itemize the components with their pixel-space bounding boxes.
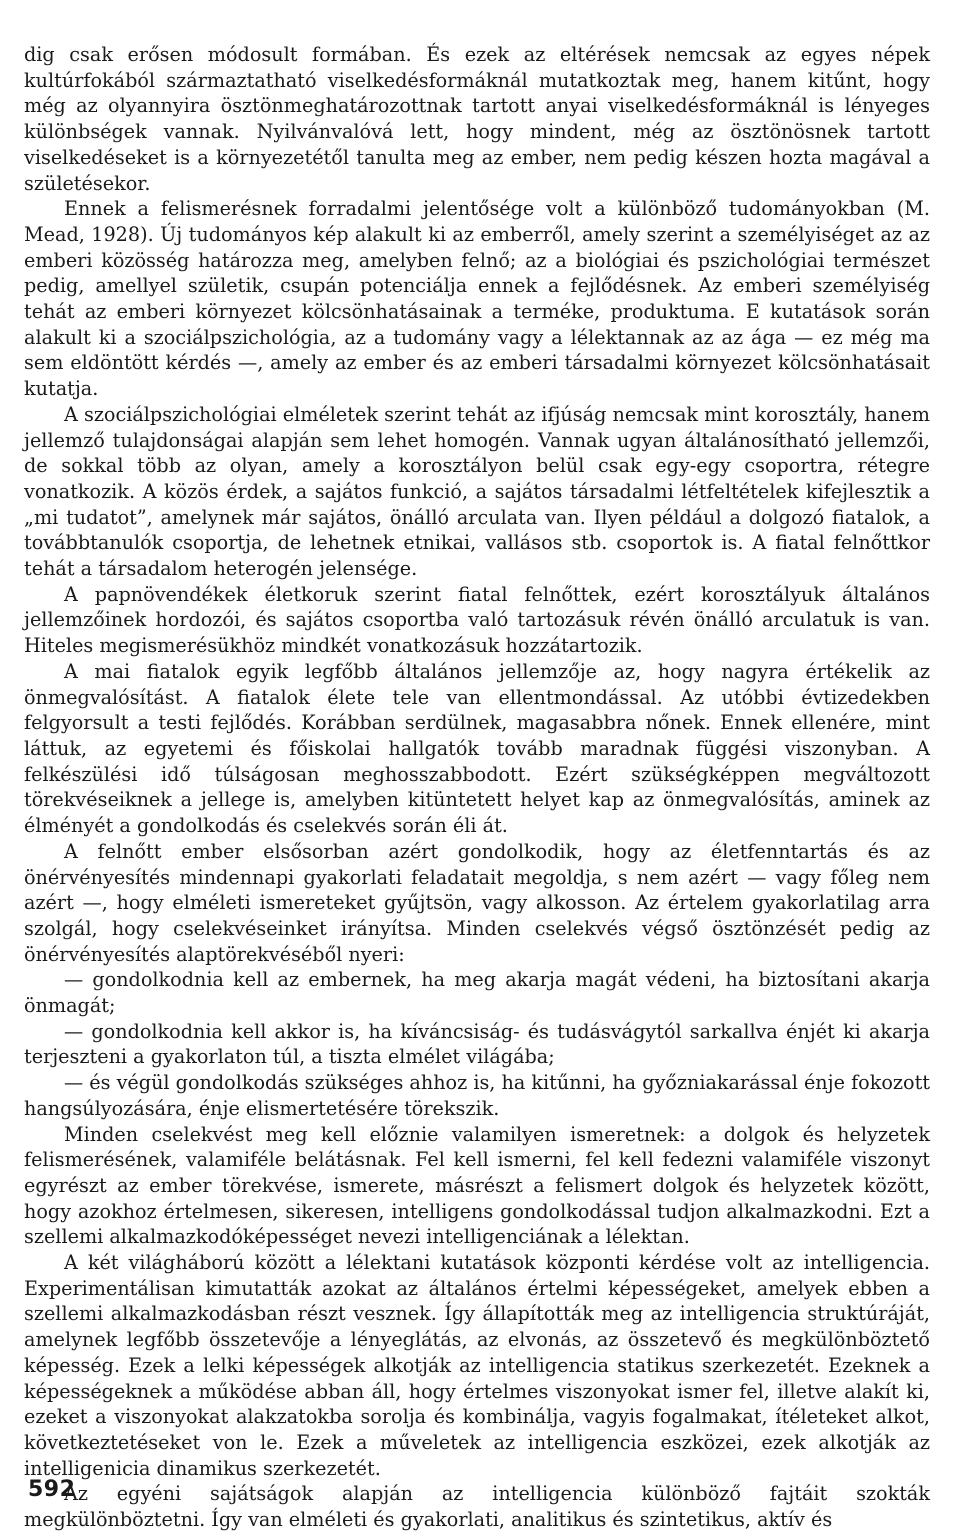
paragraph: A két világháború között a lélektani kutatások központi kérdése volt az intelligencia. Experimentálisan kimutatták azokat az általános értelmi képességeket, amelyek ebben a szellemi alkalmazkodásban részt vesznek. Így állapították meg az intelligencia struktúráját, amelynek legfőbb összetevője a lényeglátás, az elvonás, az összetevő és megkülönböztető képesség. Ezek a lelki képességek alkotják az intelligencia statikus szerkezetét. Ezeknek a képességeknek a működése abban áll, hogy értelmes viszonyokat ismer fel, illetve alakít ki, ezeket a viszonyokat alakzatokba sorolja és kombinálja, vagyis fogalmakat, ítéleteket alkot, következtetéseket von le. Ezek a műveletek az intelligencia eszközei, ezek alkotják az intelligenicia dinamikus szerkezetét. <box>24 1251 930 1480</box>
paragraph: A papnövendékek életkoruk szerint fiatal felnőttek, ezért korosztályuk általános jellemzőinek hordozói, és sajátos csoportba való tartozásuk révén önálló arculatuk is van. Hiteles megismerésükhöz mindkét vonatkozásuk hozzátartozik. <box>24 582 930 658</box>
paragraph: Az egyéni sajátságok alapján az intelligencia különböző fajtáit szokták megkülönböztetni. Így van elméleti és gyakorlati, analitikus és szintetikus, aktív és <box>24 1482 930 1532</box>
paragraph: Minden cselekvést meg kell előznie valamilyen ismeretnek: a dolgok és helyzetek felismerésének, valamiféle belátásnak. Fel kell ismerni, fel kell fedezni valamiféle viszonyt egyrészt az ember törekvése, ismerete, másrészt a felismert dolgok és helyzetek között, hogy azokhoz értelmesen, sikeresen, intelligens gondolkodással tudjon alkalmazkodni. Ezt a szellemi alkalmazkodóképességet nevezi intelligenciának a lélektan. <box>24 1122 930 1249</box>
list-item: — és végül gondolkodás szükséges ahhoz is, ha kitűnni, ha győzniakarással énje fokozott hangsúlyozására, énje elismertetésére törekszik. <box>24 1071 930 1120</box>
paragraph: A mai fiatalok egyik legfőbb általános jellemzője az, hogy nagyra értékelik az önmegvalósítást. A fiatalok élete tele van ellentmondással. Az utóbbi évtizedekben felgyorsult a testi fejlődés. Korábban serdülnek, magasabbra nőnek. Ennek ellenére, mint láttuk, az egyetemi és főiskolai hallgatók tovább maradnak függési viszonyban. A felkészülési idő túlságosan meghosszabbodott. Ezért szükségképpen megváltozott törekvéseiknek a jellege is, amelyben kitüntetett helyet kap az önmegvalósítás, aminek az élményét a gondolkodás és cselekvés során éli át. <box>24 659 930 838</box>
paragraph: Ennek a felismerésnek forradalmi jelentősége volt a különböző tudományokban (M. Mead, 1928). Új tudományos kép alakult ki az emberről, amely szerint a személyiséget az az emberi közösség határozza meg, amelyben felnő; az a biológiai és pszichológiai természet pedig, amellyel születik, csupán potenciálja ennek a fejlődésnek. Az emberi személyiség tehát az emberi környezet kölcsönhatásainak a terméke, produktuma. E kutatások során alakult ki a szociálpszichológia, az a tudomány vagy a lélektannak az az ága — ez még ma sem eldöntött kérdés —, amely az ember és az emberi társadalmi környezet kölcsönhatásait kutatja. <box>24 197 930 401</box>
page-number: 592 <box>28 1477 76 1502</box>
paragraph: A felnőtt ember elsősorban azért gondolkodik, hogy az életfenntartás és az önérvényesítés mindennapi gyakorlati feladatait megoldja, s nem azért — vagy főleg nem azért —, hogy elméleti ismereteket gyűjtsön, vagy alkosson. Az értelem gyakorlatilag arra szolgál, hogy cselekvéseinket irányítsa. Minden cselekvés végső ösztönzését pedig az önérvényesítés alaptörekvéséből nyeri: <box>24 839 930 966</box>
paragraph: A szociálpszichológiai elméletek szerint tehát az ifjúság nemcsak mint korosztály, hanem jellemző tulajdonságai alapján sem lehet homogén. Vannak ugyan általánosítható jellemzői, de sokkal több az olyan, amely a korosztályon belül csak egy-egy csoportra, rétegre vonatkozik. A közös érdek, a sajátos funkció, a sajátos társadalmi létfeltételek kifejlesztik a „mi tudatot”, amelynek már sajátos, önálló arculata van. Ilyen például a dolgozó fiatalok, a továbbtanulók csoportja, de lehetnek etnikai, vallásos stb. csoportok is. A fiatal felnőttkor tehát a társadalom heterogén jelensége. <box>24 402 930 581</box>
list-item: — gondolkodnia kell akkor is, ha kíváncsiság- és tudásvágytól sarkallva énjét ki akarja terjeszteni a gyakorlaton túl, a tiszta elmélet világába; <box>24 1019 930 1069</box>
body-text <box>24 42 930 1533</box>
paragraph: dig csak erősen módosult formában. És ezek az eltérések nemcsak az egyes népek kultúrfokából származtatható viselkedésformáknál mutatkoztak meg, hanem kitűnt, hogy még az olyannyira ösztönmeghatározottnak tartott anyai viselkedésformáknál is lényeges különbségek vannak. Nyilvánvalóvá lett, hogy mindent, még az ösztönösnek tartott viselkedéseket is a környezetétől tanulta meg az ember, nem pedig készen hozta magával a születésekor. <box>24 43 930 195</box>
list-item: — gondolkodnia kell az embernek, ha meg akarja magát védeni, ha biztosítani akarja önmagát; <box>24 968 930 1018</box>
